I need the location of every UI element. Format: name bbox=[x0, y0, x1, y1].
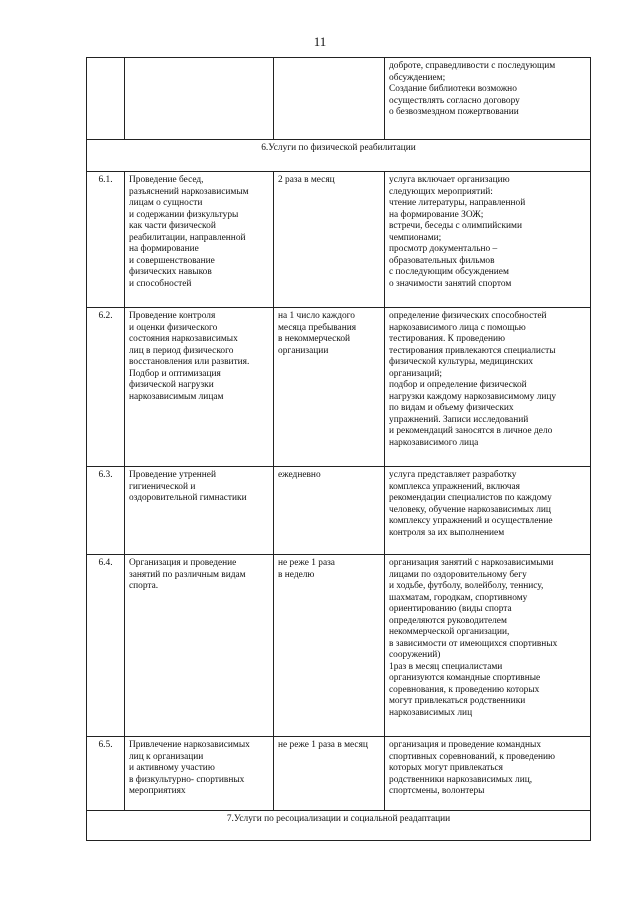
text-line: Организация и проведение bbox=[129, 558, 237, 568]
text-line: о безвозмездном пожертвовании bbox=[389, 107, 519, 117]
text-line: и оценки физического bbox=[129, 322, 218, 333]
text-line: по видам и объему физических bbox=[389, 403, 514, 413]
continuation-num-cell bbox=[87, 58, 125, 140]
text-line: образовательных фильмов bbox=[389, 255, 495, 266]
text-line: шахматам, городкам, спортивному bbox=[389, 592, 528, 603]
text-line: наркозависимого лица bbox=[389, 437, 479, 448]
service-name bbox=[125, 467, 274, 555]
text-line: Создание библиотеки возможно bbox=[389, 84, 517, 94]
text-line: 2 раза в месяц bbox=[278, 175, 335, 185]
text-line: родственники наркозависимых лиц, bbox=[389, 774, 533, 785]
text-line: чемпионами; bbox=[389, 232, 442, 243]
text-line: подбор и определение физической bbox=[389, 380, 527, 390]
section-7-header-row bbox=[87, 811, 591, 841]
service-name bbox=[125, 737, 274, 811]
text-line: ежедневно bbox=[278, 470, 321, 480]
text-line: чтение литературы, направленной bbox=[389, 198, 526, 208]
text-line: физической культуры, медицинских bbox=[389, 357, 534, 367]
text-line: Проведение утренней bbox=[129, 470, 216, 480]
text-line: в зависимости от имеющихся спортивных bbox=[389, 638, 558, 649]
text-line: реабилитации, направленной bbox=[129, 232, 246, 243]
text-line: услуга включает организацию bbox=[389, 175, 510, 185]
text-line: и активному участию bbox=[129, 763, 215, 773]
continuation-service-cell bbox=[125, 58, 274, 140]
text-line: и ходьбе, футболу, волейболу, теннису, bbox=[389, 581, 544, 591]
text-line: Проведение бесед, bbox=[129, 175, 204, 185]
text-line: нагрузки каждому наркозависимому лицу bbox=[389, 391, 557, 402]
service-name bbox=[125, 308, 274, 467]
text-line: спорта. bbox=[129, 581, 159, 591]
section-6-title: 6.Услуги по физической реабилитации bbox=[87, 140, 591, 172]
text-line: разъяснений наркозависимым bbox=[129, 186, 249, 197]
text-line: обсуждением; bbox=[389, 72, 446, 83]
text-line: тестирования. К проведению bbox=[389, 334, 506, 344]
text-line: лиц в период физического bbox=[129, 345, 234, 356]
text-line: следующих мероприятий: bbox=[389, 186, 493, 197]
text-line: Проведение контроля bbox=[129, 311, 216, 321]
text-line: рекомендации специалистов по каждому bbox=[389, 493, 552, 503]
text-line: о значимости занятий спортом bbox=[389, 278, 512, 289]
text-line: лиц к организации bbox=[129, 751, 204, 762]
text-line: 1раз в месяц специалистами bbox=[389, 661, 503, 672]
table-row bbox=[87, 172, 591, 308]
text-line: на формирование bbox=[129, 244, 199, 254]
service-frequency bbox=[274, 467, 385, 555]
table-row bbox=[87, 555, 591, 737]
service-frequency bbox=[274, 308, 385, 467]
service-frequency bbox=[274, 555, 385, 737]
table-row bbox=[87, 737, 591, 811]
section-6-header-row bbox=[87, 140, 591, 172]
service-content bbox=[385, 737, 591, 811]
text-line: определение физических способностей bbox=[389, 311, 547, 321]
text-line: на 1 число каждого bbox=[278, 311, 355, 321]
continuation-frequency-cell bbox=[274, 58, 385, 140]
text-line: и способностей bbox=[129, 278, 192, 289]
table-row bbox=[87, 467, 591, 555]
text-line: комплексу упражнений и осуществление bbox=[389, 516, 553, 526]
text-line: комплекса упражнений, включая bbox=[389, 481, 520, 492]
service-frequency bbox=[274, 737, 385, 811]
text-line: в неделю bbox=[278, 569, 315, 580]
text-line: человеку, обучение наркозависимых лиц bbox=[389, 504, 551, 515]
text-line: контроля за их выполнением bbox=[389, 527, 505, 538]
text-line: спортивных соревнований, к проведению bbox=[389, 751, 556, 762]
text-line: наркозависимых лиц bbox=[389, 707, 473, 718]
text-line: Привлечение наркозависимых bbox=[129, 740, 250, 750]
text-line: гигиенической и bbox=[129, 481, 196, 492]
row-number: 6.2. bbox=[87, 308, 125, 467]
service-content bbox=[385, 467, 591, 555]
text-line: оздоровительной гимнастики bbox=[129, 493, 247, 503]
text-line: наркозависимым лицам bbox=[129, 391, 224, 402]
text-line: месяца пребывания bbox=[278, 322, 357, 333]
text-line: как части физической bbox=[129, 221, 216, 231]
page-number: 11 bbox=[313, 34, 327, 49]
text-line: восстановления или развития. bbox=[129, 357, 250, 367]
text-line: сооружений) bbox=[389, 650, 441, 660]
row-number: 6.1. bbox=[87, 172, 125, 308]
text-line: встречи, беседы с олимпийскими bbox=[389, 221, 522, 231]
text-line: могут привлекаться родственники bbox=[389, 696, 526, 706]
text-line: просмотр документально – bbox=[389, 244, 498, 254]
text-line: спортсмены, волонтеры bbox=[389, 786, 485, 796]
text-line: некоммерческой организации, bbox=[389, 627, 510, 637]
text-line: организации bbox=[278, 345, 329, 356]
text-line: лицами по оздоровительному бегу bbox=[389, 569, 527, 580]
text-line: и содержании физкультуры bbox=[129, 209, 239, 220]
text-line: организаций; bbox=[389, 368, 442, 379]
text-line: состояния наркозависимых bbox=[129, 334, 238, 344]
text-line: наркозависимого лица с помощью bbox=[389, 322, 526, 333]
text-line: лицам о сущности bbox=[129, 198, 203, 208]
service-content bbox=[385, 555, 591, 737]
text-line: определяются руководителем bbox=[389, 615, 507, 626]
service-content bbox=[385, 308, 591, 467]
text-line: физических навыков bbox=[129, 267, 212, 277]
service-name bbox=[125, 555, 274, 737]
text-line: на формирование ЗОЖ; bbox=[389, 209, 484, 220]
text-line: ориентированию (виды спорта bbox=[389, 604, 512, 614]
text-line: не реже 1 раза bbox=[278, 558, 335, 568]
text-line: организация занятий с наркозависимыми bbox=[389, 558, 554, 568]
service-content bbox=[385, 172, 591, 308]
continuation-content-cell bbox=[385, 58, 591, 140]
row-number: 6.5. bbox=[87, 737, 125, 811]
section-7-title: 7.Услуги по ресоциализации и социальной реадаптации bbox=[87, 811, 591, 841]
table-row-continuation bbox=[87, 58, 591, 140]
text-line: упражнений. Записи исследований bbox=[389, 414, 529, 425]
text-line: доброте, справедливости с последующим bbox=[389, 61, 556, 71]
text-line: и рекомендаций заносятся в личное дело bbox=[389, 426, 553, 436]
text-line: физической нагрузки bbox=[129, 380, 214, 390]
text-line: организация и проведение командных bbox=[389, 740, 542, 750]
row-number: 6.3. bbox=[87, 467, 125, 555]
text-line: услуга представляет разработку bbox=[389, 470, 517, 480]
text-line: Подбор и оптимизация bbox=[129, 368, 221, 379]
text-line: в некоммерческой bbox=[278, 334, 351, 344]
text-line: осуществлять согласно договору bbox=[389, 95, 520, 106]
text-line: занятий по различным видам bbox=[129, 569, 246, 580]
text-line: организуются командные спортивные bbox=[389, 673, 541, 683]
text-line: мероприятиях bbox=[129, 786, 186, 796]
text-line: и совершенствование bbox=[129, 255, 215, 266]
text-line: которых могут привлекаться bbox=[389, 763, 503, 773]
table-row bbox=[87, 308, 591, 467]
text-line: соревнования, к проведению которых bbox=[389, 684, 540, 695]
text-line: тестирования привлекаются специалисты bbox=[389, 345, 556, 356]
text-line: не реже 1 раза в месяц bbox=[278, 740, 368, 750]
row-number: 6.4. bbox=[87, 555, 125, 737]
text-line: с последующим обсуждением bbox=[389, 267, 509, 277]
service-frequency bbox=[274, 172, 385, 308]
service-name bbox=[125, 172, 274, 308]
text-line: в физкультурно- спортивных bbox=[129, 774, 245, 785]
services-table bbox=[86, 57, 591, 841]
